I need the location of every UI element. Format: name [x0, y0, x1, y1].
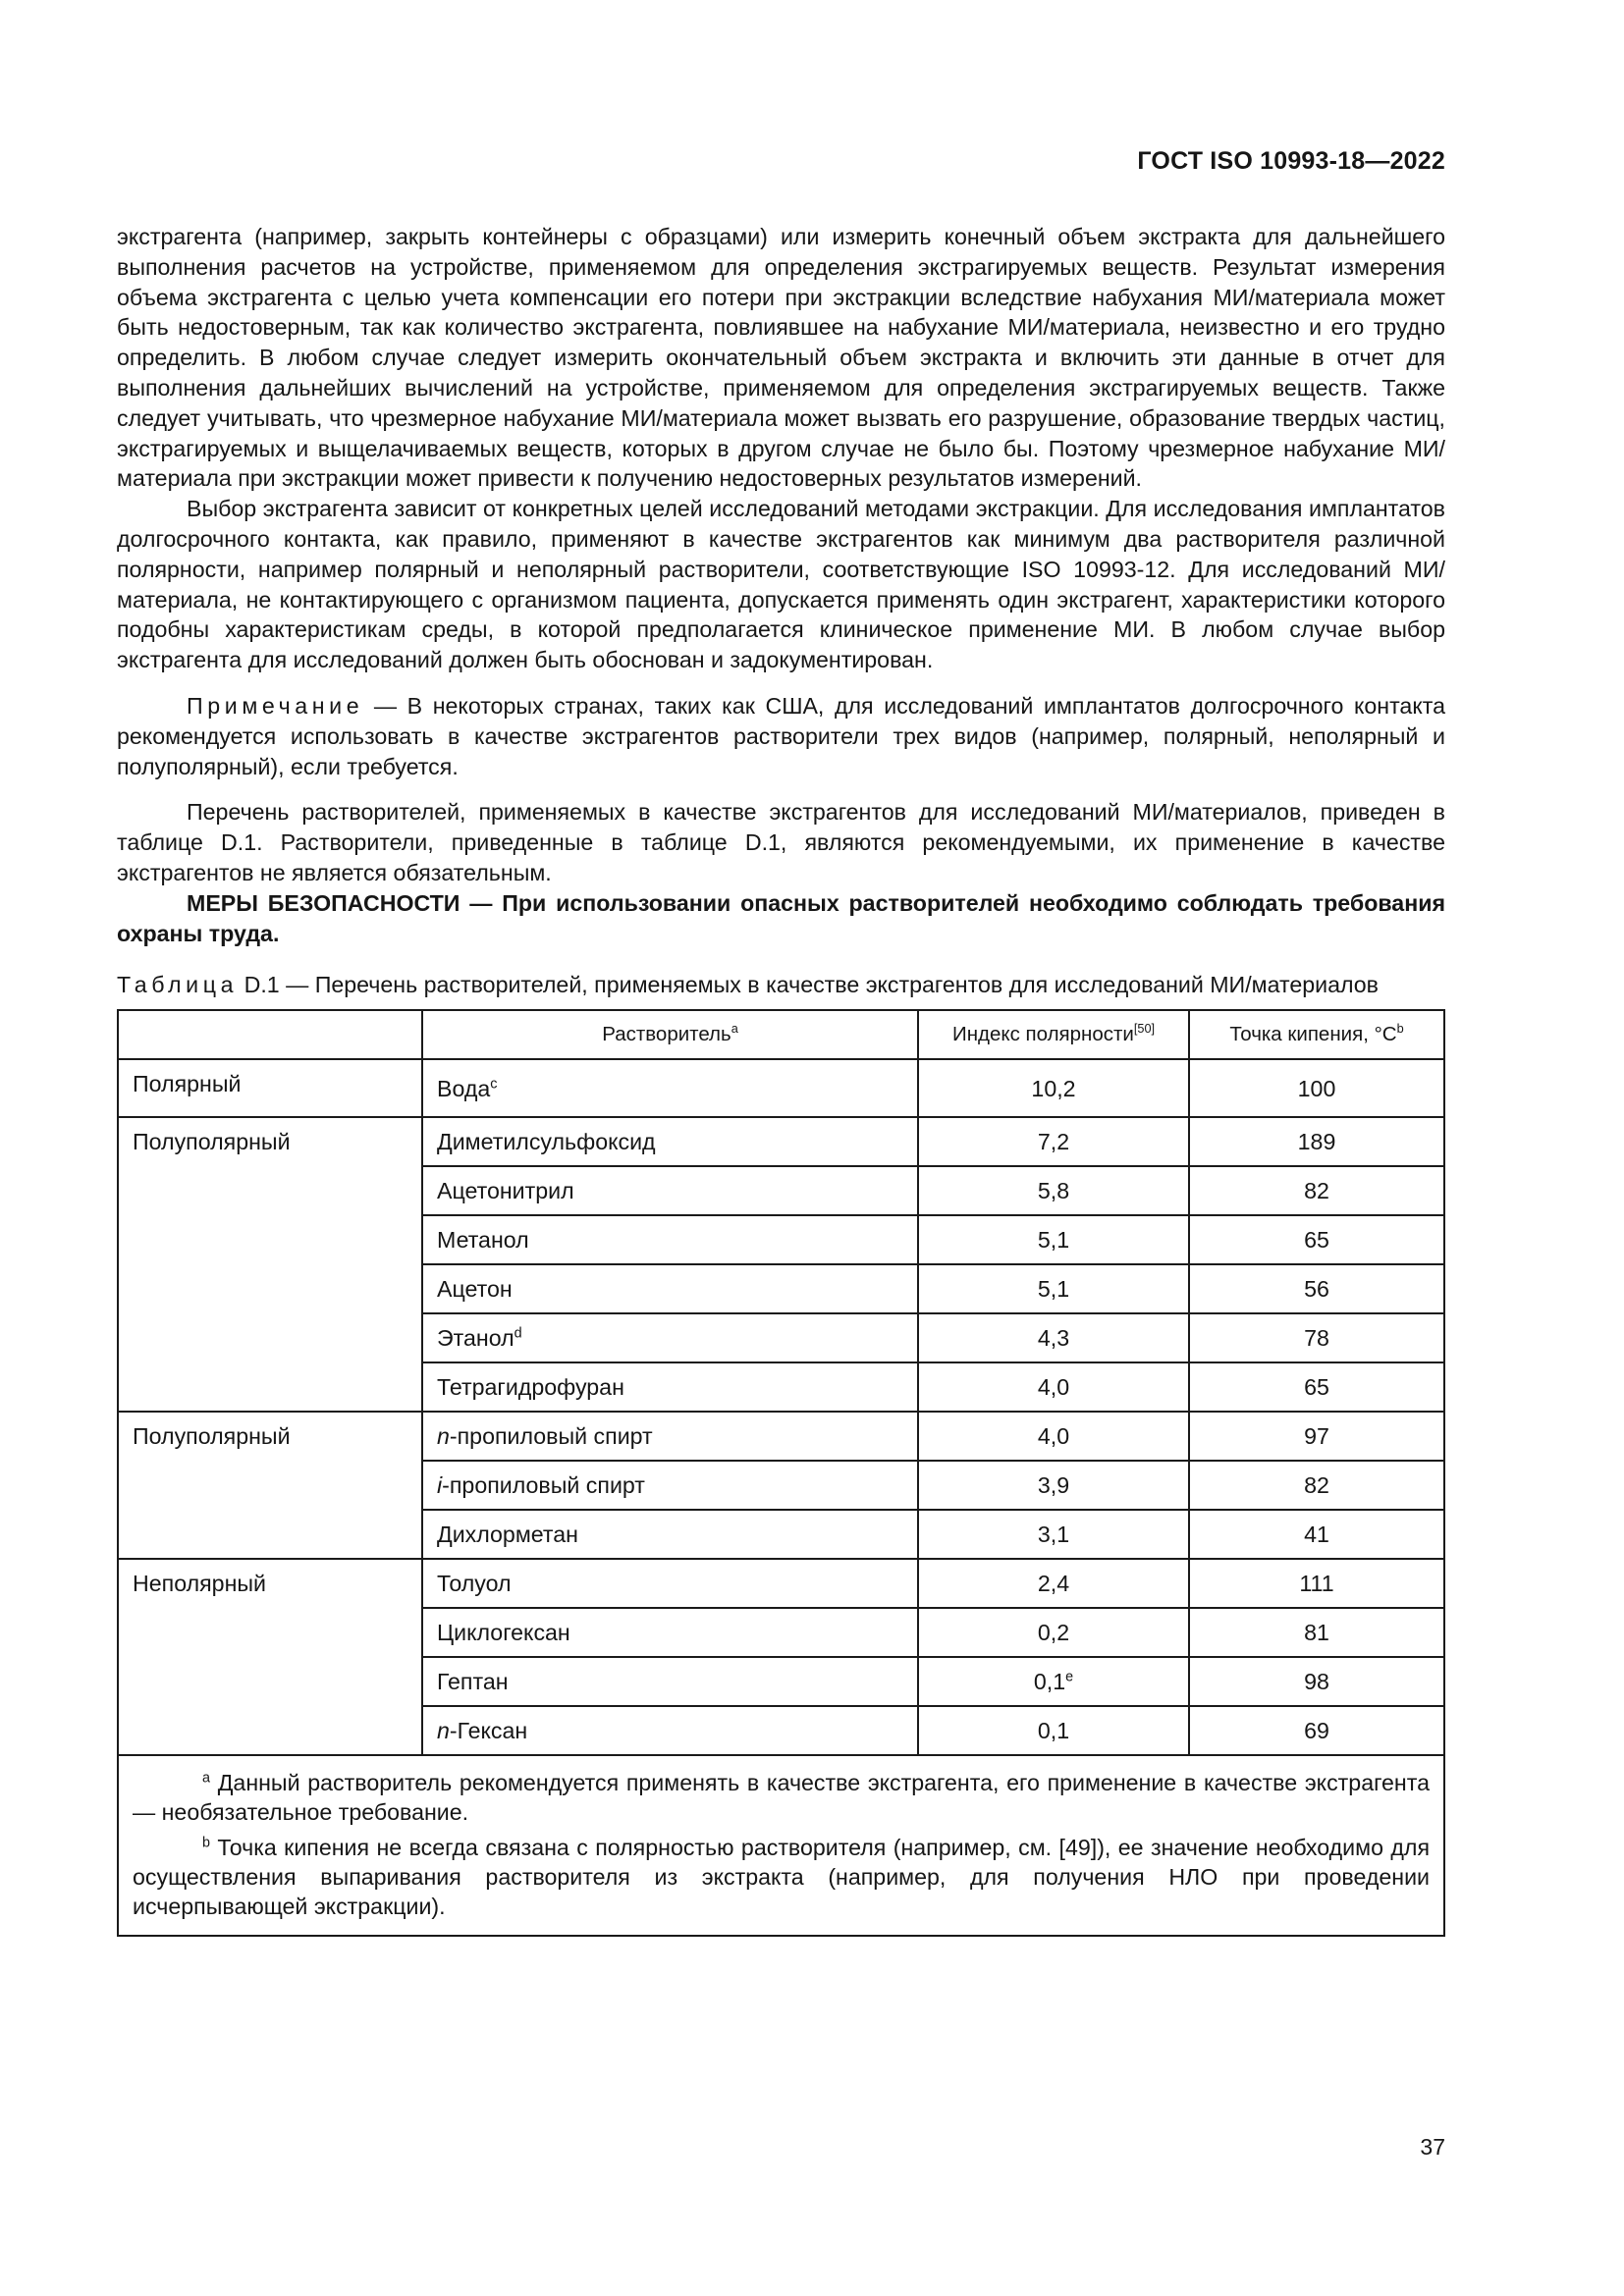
polarity-index: 5,8: [918, 1166, 1189, 1215]
table-row: [118, 1117, 1444, 1166]
solvent-name: Циклогексан: [422, 1608, 918, 1657]
page-content: [117, 222, 1445, 1937]
boiling-point: 111: [1189, 1559, 1444, 1608]
polarity-index: 5,1: [918, 1215, 1189, 1264]
solvent-name: Вода$^c$: [422, 1059, 918, 1117]
boiling-point: 97: [1189, 1412, 1444, 1461]
solvent-name: Гептан: [422, 1657, 918, 1706]
table-caption-label: Таблица: [117, 972, 239, 998]
table-caption-text: D.1 — Перечень растворителей, применяемых в качестве экстрагентов для исследований МИ/материалов: [238, 972, 1379, 998]
boiling-point: 69: [1189, 1706, 1444, 1755]
table-row: [118, 1059, 1444, 1117]
boiling-point: 78: [1189, 1313, 1444, 1362]
boiling-point: 65: [1189, 1215, 1444, 1264]
boiling-point: 100: [1189, 1059, 1444, 1117]
page-number: 37: [1420, 2134, 1445, 2160]
polarity-index: 0,1: [918, 1706, 1189, 1755]
solvent-name: Толуол: [422, 1559, 918, 1608]
header-group: [118, 1010, 422, 1059]
table-header-row: [118, 1010, 1444, 1059]
table-row: [118, 1412, 1444, 1461]
group-label: Неполярный: [118, 1559, 422, 1755]
polarity-index: 4,3: [918, 1313, 1189, 1362]
group-label: Полярный: [118, 1059, 422, 1117]
paragraph-3: Перечень растворителей, применяемых в качестве экстрагентов для исследований МИ/материалов, приведен в таблице D.1. Растворители, приведенные в таблице D.1, являются рекомендуемыми, их применение в качестве экстрагентов не является обязательным.: [117, 799, 1445, 885]
polarity-index: 3,9: [918, 1461, 1189, 1510]
boiling-point: 98: [1189, 1657, 1444, 1706]
polarity-index: 5,1: [918, 1264, 1189, 1313]
note: [117, 691, 1445, 781]
footnote-a: $^a$ Данный растворитель рекомендуется применять в качестве экстрагента, его применение в качестве экстрагента — необязательное требование.: [133, 1770, 1430, 1826]
note-label: Примечание: [187, 692, 364, 719]
group-label: Полуполярный: [118, 1412, 422, 1559]
footnote-b: $^b$ Точка кипения не всегда связана с полярностью растворителя (например, см. [49]), ее значение необходимо для осуществления выпаривания растворителя из экстракта (например, для получения НЛО при проведении исчерпывающей экстракции).: [133, 1835, 1430, 1920]
header-boiling-point: Точка кипения, $^\circ C^b$: [1189, 1010, 1444, 1059]
polarity-index: 3,1: [918, 1510, 1189, 1559]
boiling-point: 56: [1189, 1264, 1444, 1313]
solvent-name: Этанол$^d$: [422, 1313, 918, 1362]
header-polarity: Индекс полярности[50]: [918, 1010, 1189, 1059]
solvent-name: Ацетон: [422, 1264, 918, 1313]
solvent-name: Дихлорметан: [422, 1510, 918, 1559]
polarity-index: 0,2: [918, 1608, 1189, 1657]
polarity-index: 2,4: [918, 1559, 1189, 1608]
polarity-index: 7,2: [918, 1117, 1189, 1166]
solvent-name: Тетрагидрофуран: [422, 1362, 918, 1412]
note-text: — В некоторых странах, таких как США, для исследований имплантатов долгосрочного контакта рекомендуется использовать в качестве экстрагентов растворители трех видов (например, полярный, неполярный и полуполярный), если требуется.: [117, 692, 1445, 779]
table-body: [118, 1059, 1444, 1755]
boiling-point: 189: [1189, 1117, 1444, 1166]
table-row: [118, 1559, 1444, 1608]
boiling-point: 82: [1189, 1166, 1444, 1215]
table-caption: [117, 970, 1445, 999]
solvent-name: Метанол: [422, 1215, 918, 1264]
boiling-point: 81: [1189, 1608, 1444, 1657]
solvents-table: [117, 1009, 1445, 1937]
boiling-point: 82: [1189, 1461, 1444, 1510]
solvent-name: n-Гексан: [422, 1706, 918, 1755]
safety-warning: МЕРЫ БЕЗОПАСНОСТИ — При использовании опасных растворителей необходимо соблюдать требования охраны труда.: [117, 889, 1445, 946]
polarity-index: 0,1e: [918, 1657, 1189, 1706]
solvent-name: n-пропиловый спирт: [422, 1412, 918, 1461]
document-header: ГОСТ ISO 10993-18—2022: [1137, 147, 1445, 175]
boiling-point: 65: [1189, 1362, 1444, 1412]
footnotes-cell: [118, 1755, 1444, 1936]
solvent-name: Диметилсульфоксид: [422, 1117, 918, 1166]
table-footnotes: [118, 1755, 1444, 1936]
group-label: Полуполярный: [118, 1117, 422, 1412]
boiling-point: 41: [1189, 1510, 1444, 1559]
paragraph-2: Выбор экстрагента зависит от конкретных целей исследований методами экстракции. Для исследования имплантатов долгосрочного контакта, как правило, применяют в качестве экстрагентов как минимум два растворителя различной полярности, например полярный и неполярный растворители, соответствующие ISO 10993-12. Для исследований МИ/материала, не контактирующего с организмом пациента, допускается применять один экстрагент, характеристики которого подобны характеристикам среды, в которой предполагается клиническое применение МИ. В любом случае выбор экстрагента для исследований должен быть обоснован и задокументирован.: [117, 496, 1445, 673]
polarity-index: 10,2: [918, 1059, 1189, 1117]
polarity-index: 4,0: [918, 1362, 1189, 1412]
paragraph-1: экстрагента (например, закрыть контейнеры с образцами) или измерить конечный объем экстракта для дальнейшего выполнения расчетов на устройстве, применяемом для определения экстрагируемых веществ. Результат измерения объема экстрагента с целью учета компенсации его потери при экстракции вследствие набухания МИ/материала может быть недостоверным, так как количество экстрагента, повлиявшее на набухание МИ/материала, неизвестно и его трудно определить. В любом случае следует измерить окончательный объем экстракта и включить эти данные в отчет для выполнения дальнейших вычислений на устройстве, применяемом для определения экстрагируемых веществ. Также следует учитывать, что чрезмерное набухание МИ/материала может вызвать его разрушение, образование твердых частиц, экстрагируемых и выщелачиваемых веществ, которых в другом случае не было бы. Поэтому чрезмерное набухание МИ/материала при экстракции может привести к получению недостоверных результатов измерений.: [117, 224, 1445, 492]
solvent-name: Ацетонитрил: [422, 1166, 918, 1215]
header-solvent: Растворитель$^a$: [422, 1010, 918, 1059]
solvent-name: i-пропиловый спирт: [422, 1461, 918, 1510]
polarity-index: 4,0: [918, 1412, 1189, 1461]
